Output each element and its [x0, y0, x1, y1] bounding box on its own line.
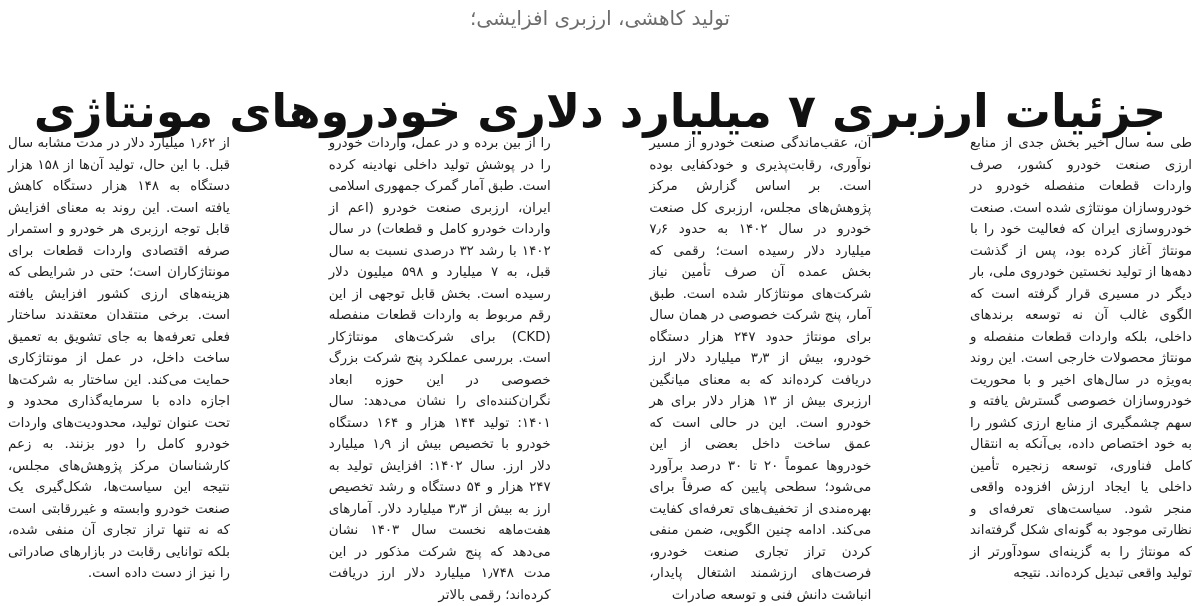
article-body — [8, 133, 1192, 603]
article-column-2 — [649, 133, 872, 603]
article-column-3 — [328, 133, 551, 603]
article-kicker: تولید کاهشی، ارزبری افزایشی؛ — [470, 6, 730, 30]
article-column-1 — [970, 133, 1192, 581]
column-2-text: آن، عقب‌ماندگی صنعت خودرو از مسیر نوآوری، رقابت‌پذیری و خودکفایی بوده است. بر اساس گزارش مرکز پژوهش‌های مجلس، ارزبری کل صنعت خودرو در سال ۱۴۰۲ به حدود ۷٫۶ میلیارد دلار رسیده است؛ رقمی که بخش عمده آن صرف تأمین نیاز شرکت‌های مونتاژکار شده است. طبق آمار، پنج شرکت خصوصی در همان سال برای مونتاژ حدود ۲۴۷ هزار دستگاه خودرو، بیش از ۳٫۳ میلیارد دلار ارز دریافت کرده‌اند که به معنای میانگین ارزبری بیش از ۱۳ هزار دلار برای هر خودرو است. این در حالی است که عمق ساخت داخل بعضی از این خودروها عموماً ۲۰ تا ۳۰ درصد برآورد می‌شود؛ سطحی پایین که صرفاً برای بهره‌مندی از تخفیف‌های تعرفه‌ای کفایت می‌کند. ادامه چنین الگویی، ضمن منفی کردن تراز تجاری صنعت خودرو، فرصت‌های ارزشمند اشتغال پایدار، انباشت دانش فنی و توسعه صادرات — [649, 136, 872, 603]
article-headline: جزئیات ارزبری ۷ میلیارد دلاری خودروهای مونتاژی — [33, 83, 1167, 138]
article-column-4 — [8, 133, 231, 581]
column-1-text: طی سه سال اخیر بخش جدی از منابع ارزی صنعت خودرو کشور، صرف واردات قطعات منفصله خودرو در خودروسازان مونتاژی شده است. صنعت خودروسازی ایران که فعالیت خود را با مونتاژ آغاز کرده بود، پس از گذشت دهه‌ها از تولید نخستین خودروی ملی، بار دیگر در مسیری قرار گرفته است که الگوی غالب آن نه توسعه برندهای داخلی، بلکه واردات قطعات منفصله و مونتاژ محصولات خارجی است. این روند به‌ویژه در سال‌های اخیر و با محوریت خودروسازان خصوصی گسترش یافته و سهم چشمگیری از منابع ارزی کشور را به خود اختصاص داده، بی‌آنکه به انتقال کامل فناوری، توسعه زنجیره تأمین داخلی یا ایجاد ارزش افزوده واقعی منجر شود. سیاست‌های تعرفه‌ای و نظارتی موجود به گونه‌ای شکل گرفته‌اند که مونتاژ را به گزینه‌ای سودآورتر از تولید واقعی تبدیل کرده‌اند. نتیجه — [970, 136, 1192, 581]
column-3-text: را از بین برده و در عمل، واردات خودرو را در پوشش تولید داخلی نهادینه کرده است. طبق آمار گمرک جمهوری اسلامی ایران، ارزبری صنعت خودرو (اعم از واردات خودرو کامل و قطعات) در سال ۱۴۰۲ با رشد ۳۲ درصدی نسبت به سال قبل، به ۷ میلیارد و ۵۹۸ میلیون دلار رسیده است. بخش قابل توجهی از این رقم مربوط به واردات قطعات منفصله (CKD) برای شرکت‌های مونتاژکار است. بررسی عملکرد پنج شرکت بزرگ خصوصی در این حوزه ابعاد نگران‌کننده‌ای را نشان می‌دهد: سال ۱۴۰۱: تولید ۱۴۴ هزار و ۱۶۴ دستگاه خودرو با تخصیص بیش از ۱٫۹ میلیارد دلار ارز. سال ۱۴۰۲: افزایش تولید به ۲۴۷ هزار و ۵۴ دستگاه و رشد تخصیص ارز به بیش از ۳٫۳ میلیارد دلار. آمارهای هفت‌ماهه نخست سال ۱۴۰۳ نشان می‌دهد که پنج شرکت مذکور در این مدت ۱٫۷۴۸ میلیارد دلار ارز دریافت کرده‌اند؛ رقمی بالاتر — [328, 136, 551, 603]
column-4-text: از ۱٫۶۲ میلیارد دلار در مدت مشابه سال قبل. با این حال، تولید آن‌ها از ۱۵۸ هزار دستگاه به ۱۴۸ هزار دستگاه کاهش یافته است. این روند به معنای افزایش قابل توجه ارزبری هر خودرو و استمرار صرفه اقتصادی واردات قطعات برای مونتاژکاران است؛ حتی در شرایطی که هزینه‌های ارزی کشور افزایش یافته است. برخی منتقدان معتقدند ساختار فعلی تعرفه‌ها به جای تشویق به تعمیق ساخت داخل، در عمل از مونتاژکاری حمایت می‌کند. این ساختار به شرکت‌ها اجازه داده با سرمایه‌گذاری محدود و تحت عنوان تولید، محدودیت‌های واردات خودرو کامل را دور بزنند. به زعم کارشناسان مرکز پژوهش‌های مجلس، نتیجه این سیاست‌ها، شکل‌گیری یک صنعت خودرو وابسته و غیررقابتی است که نه تنها تراز تجاری آن منفی شده، بلکه توانایی رقابت در بازارهای صادراتی را نیز از دست داده است. — [8, 136, 231, 581]
